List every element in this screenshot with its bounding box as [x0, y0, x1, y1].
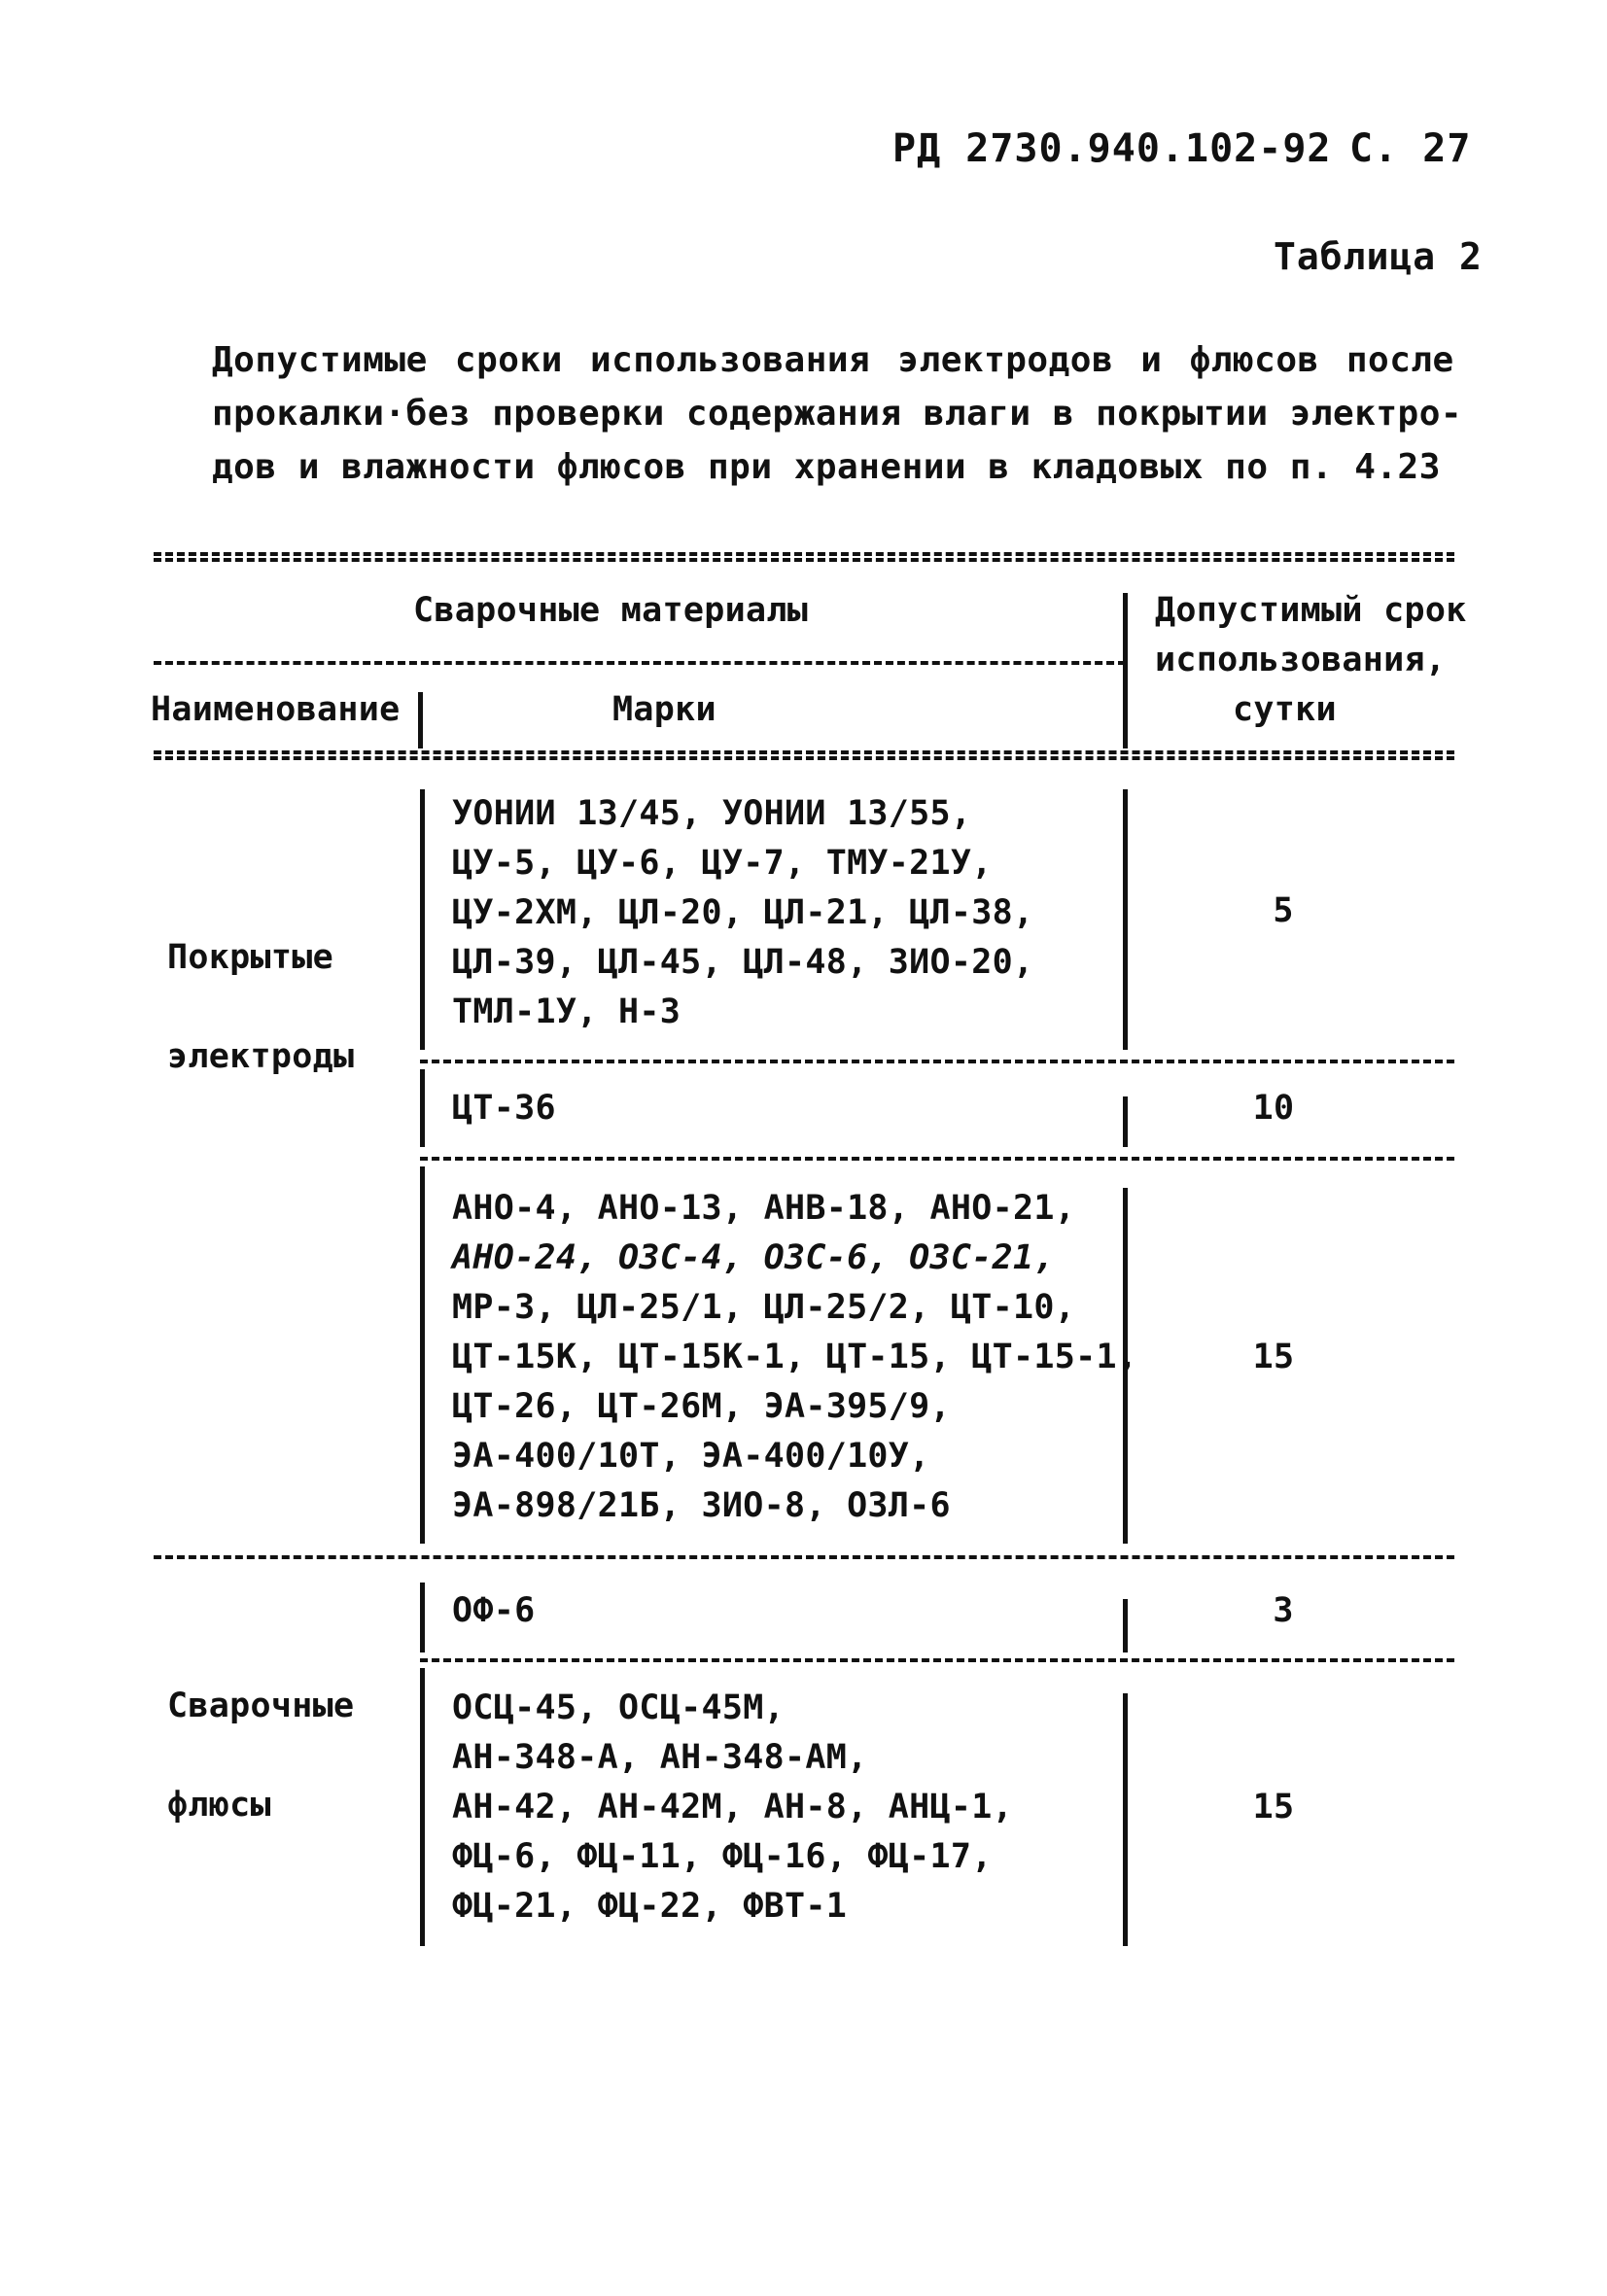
brand-line: АНО-4, АНО-13, АНВ-18, АНО-21,: [452, 1189, 1076, 1228]
brand-line: ФЦ-21, ФЦ-22, ФВТ-1: [452, 1887, 848, 1926]
row-divider-term: [1123, 789, 1128, 1050]
caption-line: прокалки·без проверки содержания влаги в покрытии электро-: [212, 394, 1463, 434]
row-divider-term: [1123, 1693, 1128, 1946]
header-divider-term: [1123, 593, 1128, 748]
row-divider-brands: [420, 1668, 425, 1946]
header-term-line-1: Допустимый срок: [1155, 591, 1467, 630]
brand-line: ЦТ-15К, ЦТ-15К-1, ЦТ-15, ЦТ-15-1,: [452, 1338, 1138, 1376]
brand-line: ЦУ-5, ЦУ-6, ЦУ-7, ТМУ-21У,: [452, 844, 993, 883]
brand-line: АН-42, АН-42М, АН-8, АНЦ-1,: [452, 1788, 1014, 1826]
row-rule: [420, 1157, 1454, 1161]
header-welding-materials: Сварочные материалы: [413, 591, 809, 630]
term-value: 10: [1252, 1089, 1295, 1128]
header-divider-brands: [418, 692, 423, 748]
brand-line: ЦТ-26, ЦТ-26М, ЭА-395/9,: [452, 1387, 951, 1426]
brand-line: ЦУ-2ХМ, ЦЛ-20, ЦЛ-21, ЦЛ-38,: [452, 893, 1034, 932]
brand-line: ЦЛ-39, ЦЛ-45, ЦЛ-48, ЗИО-20,: [452, 943, 1034, 982]
row-divider-brands: [420, 1166, 425, 1544]
row-rule: [420, 1658, 1454, 1662]
page-number: С. 27: [1349, 126, 1472, 171]
term-value: 5: [1273, 891, 1294, 930]
term-value: 15: [1252, 1788, 1295, 1826]
row-divider-brands: [420, 1069, 425, 1147]
brand-line: ТМЛ-1У, Н-3: [452, 992, 681, 1031]
group-name-line: флюсы: [167, 1786, 271, 1825]
group-name-line: Покрытые: [167, 938, 333, 977]
brand-line: МР-3, ЦЛ-25/1, ЦЛ-25/2, ЦТ-10,: [452, 1288, 1076, 1327]
brand-line: ОСЦ-45, ОСЦ-45М,: [452, 1688, 785, 1727]
term-value: 3: [1273, 1591, 1294, 1630]
table-top-rule: [154, 552, 1454, 562]
brand-line: ЦТ-36: [452, 1089, 556, 1128]
term-value: 15: [1252, 1338, 1295, 1376]
caption-line: дов и влажности флюсов при хранении в кладовых по п. 4.23: [212, 447, 1441, 487]
brand-line: УОНИИ 13/45, УОНИИ 13/55,: [452, 794, 972, 833]
row-divider-term: [1123, 1096, 1128, 1147]
header-term-line-3: сутки: [1233, 690, 1337, 729]
group-name-line: Сварочные: [167, 1687, 355, 1725]
row-rule: [420, 1060, 1454, 1063]
header-term-line-2: использования,: [1155, 641, 1447, 679]
brand-line: ОФ-6: [452, 1591, 536, 1630]
row-divider-term: [1123, 1599, 1128, 1652]
header-bottom-rule: [154, 750, 1454, 760]
header-brands: Марки: [612, 690, 716, 729]
row-divider-brands: [420, 1583, 425, 1652]
brand-line: ЭА-400/10Т, ЭА-400/10У,: [452, 1437, 930, 1476]
brand-line: ФЦ-6, ФЦ-11, ФЦ-16, ФЦ-17,: [452, 1837, 993, 1876]
group-rule: [154, 1555, 1454, 1559]
group-name-line: электроды: [167, 1037, 355, 1076]
caption-line: Допустимые сроки использования электродов и флюсов после: [212, 340, 1454, 380]
row-divider-brands: [420, 789, 425, 1050]
brand-line: АНО-24, ОЗС-4, ОЗС-6, ОЗС-21,: [452, 1238, 1055, 1277]
header-name: Наименование: [151, 690, 401, 729]
brand-line: АН-348-А, АН-348-АМ,: [452, 1738, 868, 1777]
brand-line: ЭА-898/21Б, ЗИО-8, ОЗЛ-6: [452, 1486, 951, 1525]
document-code: РД 2730.940.102-92: [892, 126, 1332, 171]
header-mid-rule: [154, 661, 1126, 665]
table-label: Таблица 2: [1274, 235, 1483, 278]
